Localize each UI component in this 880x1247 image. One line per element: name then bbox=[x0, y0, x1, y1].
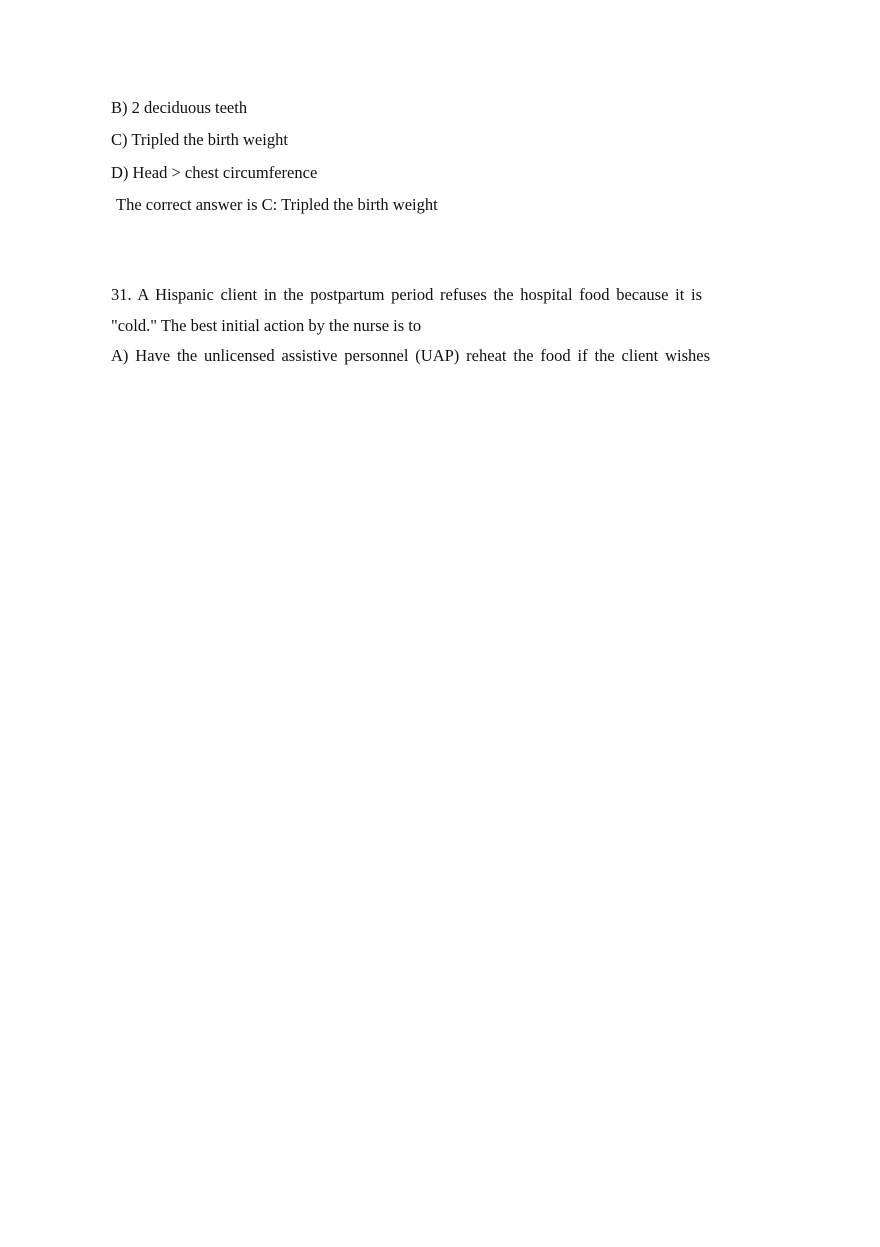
question-31-stem-line-2: "cold." The best initial action by the nurse is to bbox=[111, 316, 422, 335]
option-d: D) Head > chest circumference bbox=[111, 163, 318, 182]
correct-answer-text: The correct answer is C: Tripled the birth weight bbox=[116, 195, 438, 214]
option-c: C) Tripled the birth weight bbox=[111, 130, 288, 149]
option-b: B) 2 deciduous teeth bbox=[111, 98, 248, 117]
question-31-stem-line-1: 31. A Hispanic client in the postpartum period refuses the hospital food because it is bbox=[111, 285, 702, 304]
question-31-option-a: A) Have the unlicensed assistive personnel (UAP) reheat the food if the client wishes bbox=[111, 346, 710, 365]
